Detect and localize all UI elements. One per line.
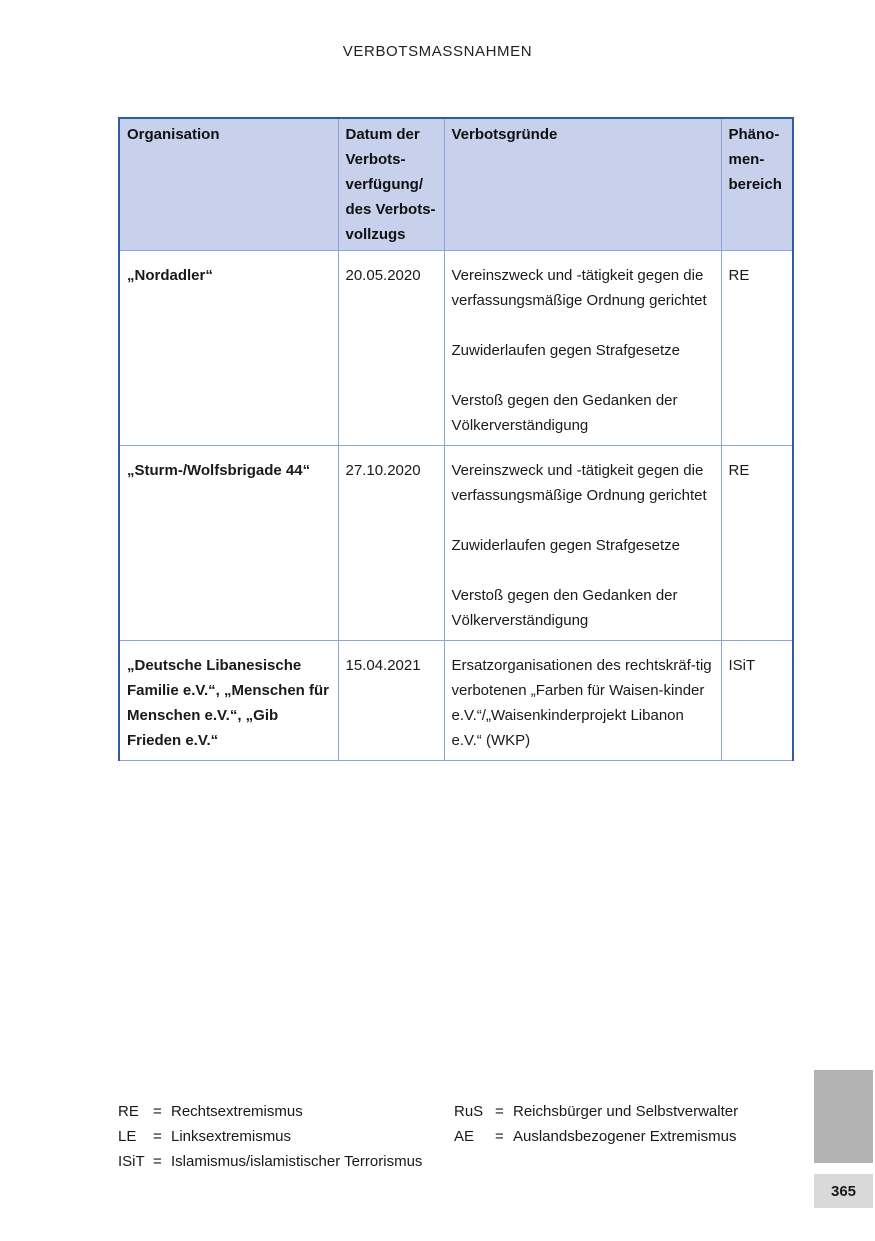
legend-item — [118, 1124, 422, 1149]
cell-organisation: „Nordadler“ — [119, 251, 338, 446]
cell-verbotsgruende — [444, 641, 721, 761]
legend-item — [454, 1124, 738, 1149]
legend-equals: = — [153, 1153, 162, 1170]
legend-text: Reichsbürger und Selbstverwalter — [513, 1103, 739, 1120]
legend-equals: = — [153, 1103, 162, 1120]
reason-text: Zuwiderlaufen gegen Strafgesetze — [451, 342, 680, 359]
cell-verbotsgruende — [444, 251, 721, 446]
cell-phaenomenbereich: RE — [721, 251, 793, 446]
table-row — [119, 446, 793, 641]
legend-left — [118, 1099, 422, 1174]
table-header-row — [119, 118, 793, 251]
table-row — [119, 251, 793, 446]
chapter-tab — [814, 1070, 873, 1163]
header-verbotsgruende: Verbotsgründe — [444, 118, 721, 251]
legend-item — [118, 1149, 422, 1174]
cell-datum: 15.04.2021 — [338, 641, 444, 761]
legend-equals: = — [495, 1128, 504, 1145]
cell-phaenomenbereich: RE — [721, 446, 793, 641]
reason-text: Verstoß gegen den Gedanken der Völkerverständigung — [451, 587, 678, 629]
legend-right — [454, 1099, 738, 1149]
cell-phaenomenbereich: ISiT — [721, 641, 793, 761]
legend-abbr: LE — [118, 1128, 137, 1145]
reason-text: Zuwiderlaufen gegen Strafgesetze — [451, 537, 680, 554]
cell-datum: 27.10.2020 — [338, 446, 444, 641]
legend-item — [454, 1099, 738, 1124]
legend-equals: = — [153, 1128, 162, 1145]
legend-abbr: RE — [118, 1103, 139, 1120]
cell-organisation: „Sturm-/Wolfsbrigade 44“ — [119, 446, 338, 641]
table-row — [119, 641, 793, 761]
header-phaenomenbereich: Phäno-men-bereich — [721, 118, 793, 251]
legend-abbr: AE — [454, 1128, 475, 1145]
legend-abbr: RuS — [454, 1103, 484, 1120]
cell-verbotsgruende — [444, 446, 721, 641]
legend-text: Rechtsextremismus — [171, 1103, 303, 1120]
legend-text: Linksextremismus — [171, 1128, 292, 1145]
reason-text: Ersatzorganisationen des rechtskräf-tig verbotenen „Farben für Waisen-kinder e.V.“/„Waisenkinderprojekt Libanon e.V.“ (WKP) — [451, 657, 712, 749]
header-organisation: Organisation — [119, 118, 338, 251]
legend-abbr: ISiT — [118, 1153, 145, 1170]
running-head: VERBOTSMASSNAHMEN — [342, 43, 533, 60]
legend-equals: = — [495, 1103, 504, 1120]
cell-datum: 20.05.2020 — [338, 251, 444, 446]
reason-text: Vereinszweck und -tätigkeit gegen die verfassungsmäßige Ordnung gerichtet — [451, 462, 707, 504]
cell-organisation: „Deutsche Libanesische Familie e.V.“, „Menschen für Menschen e.V.“, „Gib Frieden e.V.“ — [119, 641, 338, 761]
header-datum: Datum der Verbots-verfügung/ des Verbots-vollzugs — [338, 118, 444, 251]
reason-text: Vereinszweck und -tätigkeit gegen die verfassungsmäßige Ordnung gerichtet — [451, 267, 707, 309]
legend-text: Auslandsbezogener Extremismus — [513, 1128, 737, 1145]
verbotsmassnahmen-table — [118, 117, 794, 761]
page-number: 365 — [814, 1174, 873, 1208]
legend-text: Islamismus/islamistischer Terrorismus — [171, 1153, 423, 1170]
reason-text: Verstoß gegen den Gedanken der Völkerverständigung — [451, 392, 678, 434]
legend-item — [118, 1099, 422, 1124]
